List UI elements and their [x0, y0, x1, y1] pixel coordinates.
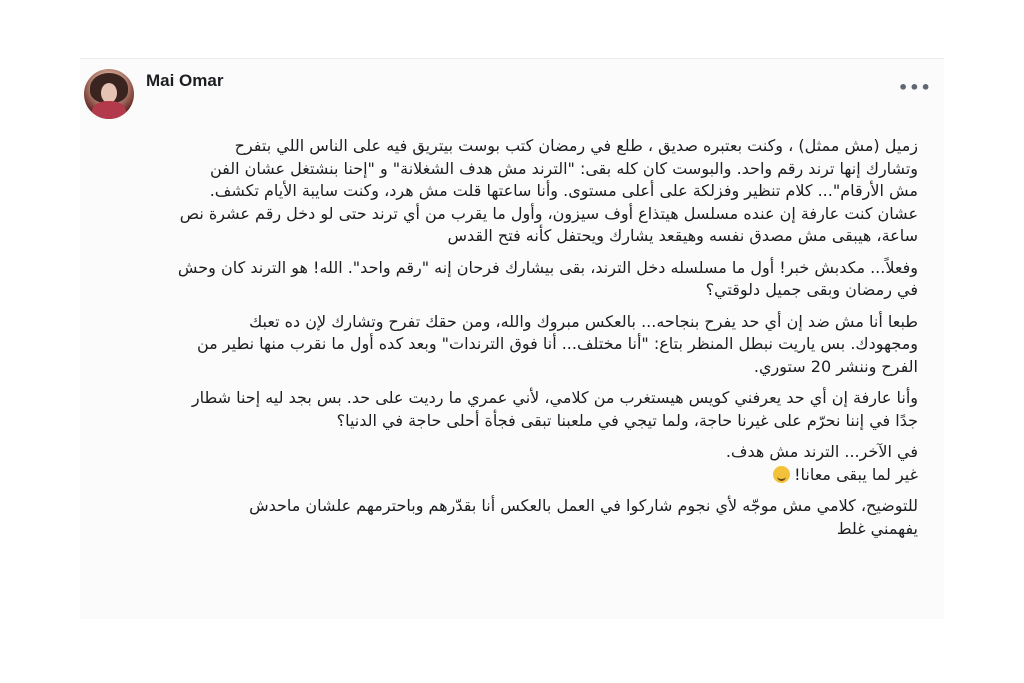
post-line: وفعلاً... مكدبش خبر! أول ما مسلسله دخل الترند، بقى بيشارك فرحان إنه "رقم واحد". الله! هو الترند كان وحش [177, 257, 918, 277]
smiling-face-emoji-icon [773, 466, 790, 483]
post-line: مش الأرقام"... كلام تنظير وفزلكة على أعلى مستوى. وأنا ساعتها قلت مش هرد، وكنت سايبة الأيام تكشف. [209, 181, 918, 200]
post-line: ساعة، هيبقى مش مصدق نفسه وهيقعد يشارك ويحتفل كأنه فتح القدس [447, 226, 918, 245]
post-line: ومجهودك. بس ياريت نبطل المنظر بتاع: "أنا مختلف... أنا فوق الترندات" وبعد كده أول ما نقرب منها نطير من [196, 334, 918, 353]
post-line-with-emoji [100, 464, 918, 487]
post-line: زميل (مش ممثل) ، وكنت بعتبره صديق ، طلع في رمضان كتب بوست بيتريق فيه على الناس اللي بتفرح [234, 136, 918, 155]
post-line: في رمضان وبقى جميل دلوقتي؟ [705, 280, 918, 299]
post-header [80, 59, 944, 129]
post-line-text: غير لما يبقى معانا! [794, 464, 918, 484]
post-line: وأنا عارفة إن أي حد يعرفني كويس هيستغرب من كلامي، لأني عمري ما رديت على حد. بس بجد ليه إحنا شطار [191, 388, 918, 407]
avatar[interactable] [84, 69, 134, 119]
post-line: عشان كنت عارفة إن عنده مسلسل هيتذاع أوف سيزون، وأول ما يقرب من أي ترند حتى لو دخل رقم عشرة نص [179, 203, 918, 223]
post-line: الفرح وننشر 20 ستوري. [753, 356, 918, 376]
avatar-dress [92, 101, 126, 119]
post-line: للتوضيح، كلامي مش موجّه لأي نجوم شاركوا في العمل بالعكس أنا بقدّرهم وباحترمهم علشان ماحدش [249, 496, 918, 515]
more-options-icon[interactable]: ••• [898, 78, 932, 97]
post-body [100, 135, 918, 549]
post-paragraph [100, 135, 918, 248]
post-line: جدًا في إننا نحرّم على غيرنا حاجة، ولما تيجي في ملعبنا تبقى فجأة أحلى حاجة في الدنيا؟ [336, 410, 918, 430]
post-card [80, 58, 944, 619]
post-paragraph [100, 387, 918, 432]
avatar-face [101, 83, 117, 103]
post-paragraph [100, 495, 918, 540]
post-paragraph [100, 257, 918, 302]
author-name[interactable]: Mai Omar [146, 71, 224, 90]
post-paragraph [100, 311, 918, 379]
post-paragraph [100, 441, 918, 486]
post-line: وتشارك إنها ترند رقم واحد. والبوست كان كله بقى: "الترند مش هدف الشغلانة" و "إحنا بنشتغل عشان الفن [209, 158, 918, 178]
post-line: في الآخر... الترند مش هدف. [725, 442, 918, 461]
post-line: طبعا أنا مش ضد إن أي حد يفرح بنجاحه... بالعكس مبروك والله، ومن حقك تفرح وتشارك لإن ده تعبك [249, 311, 918, 331]
post-line: يفهمني غلط [836, 518, 918, 538]
